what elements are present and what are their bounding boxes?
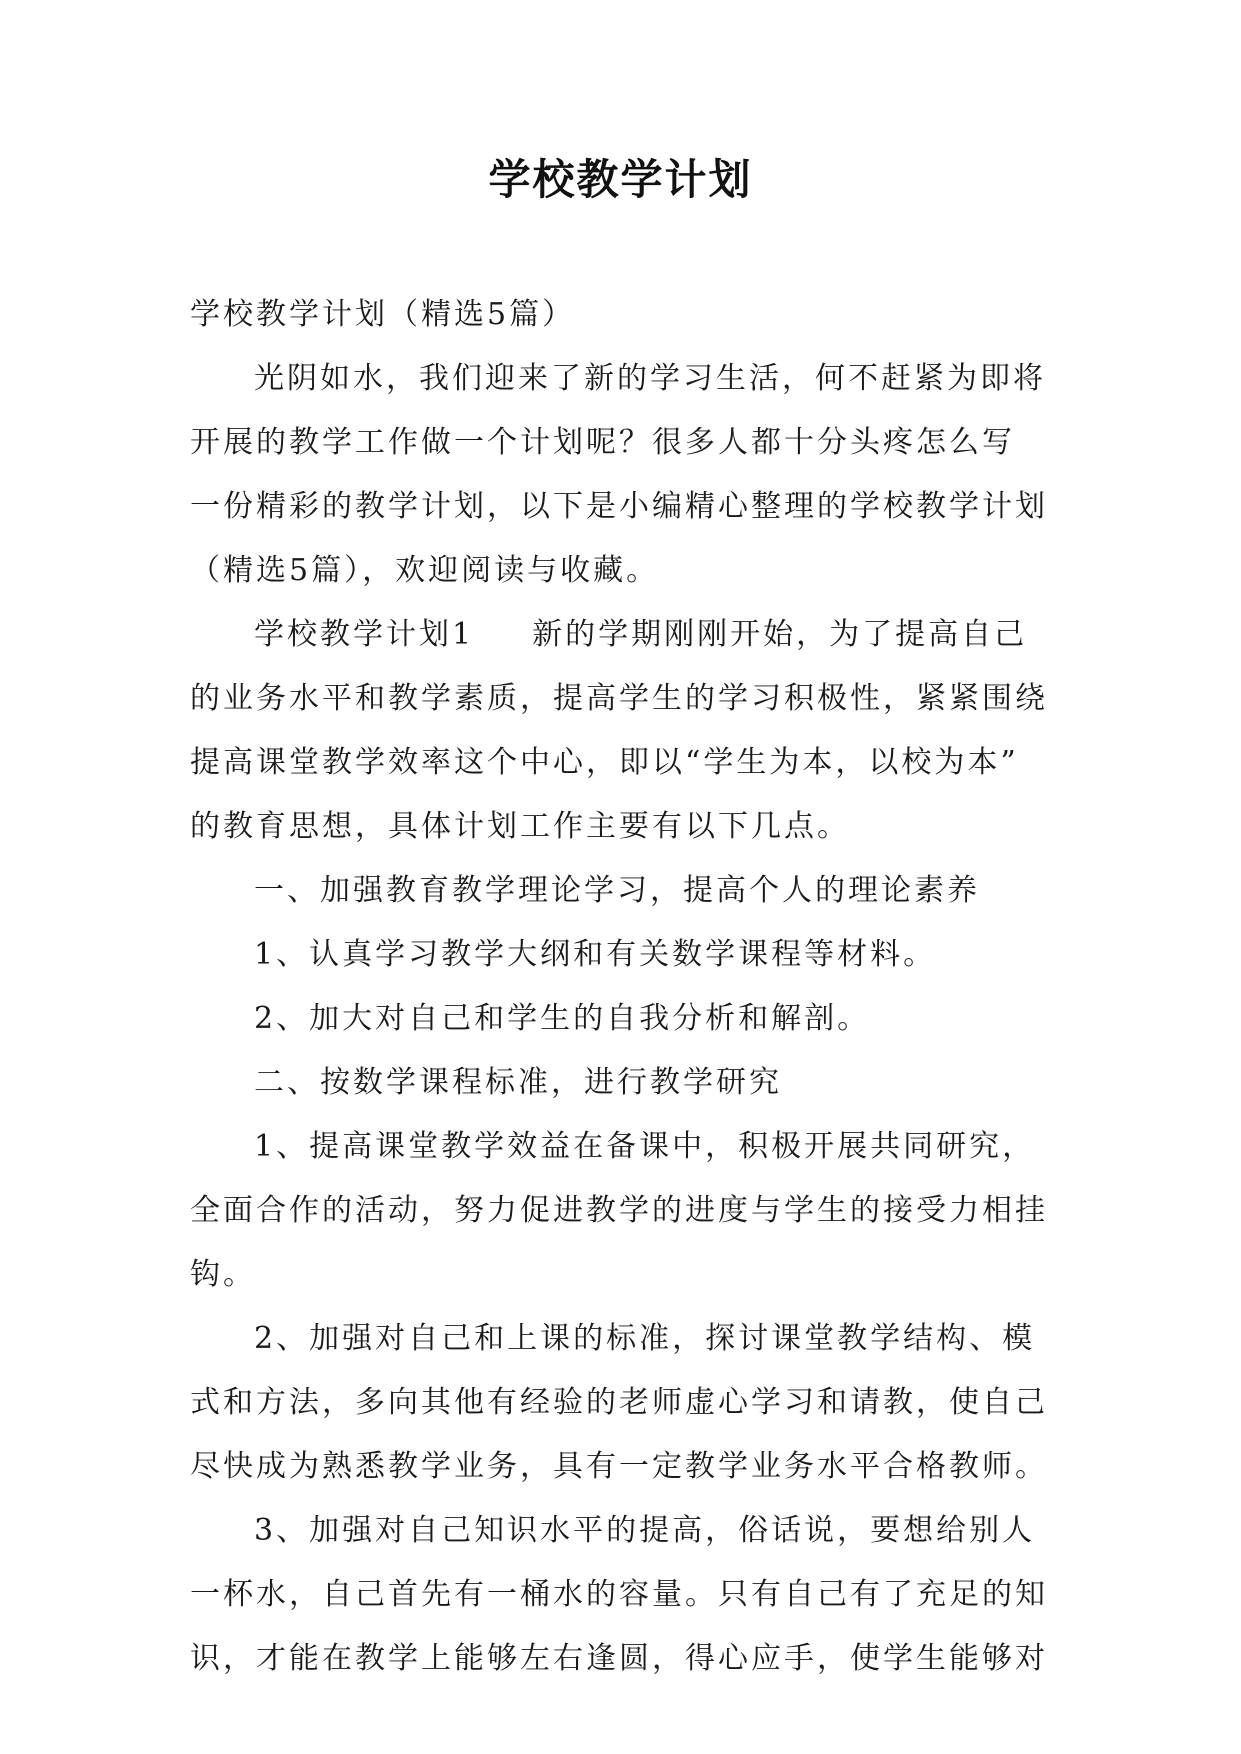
section-heading: 学校教学计划1 [254, 617, 475, 652]
text-line: （精选5篇），欢迎阅读与收藏。 [190, 553, 660, 588]
text-line: 3、加强对自己知识水平的提高，俗话说，要想给别人 [254, 1513, 1036, 1548]
document-title: 学校教学计划 [488, 155, 753, 204]
text-line: 的教育思想，具体计划工作主要有以下几点。 [190, 809, 850, 844]
text-line: 开展的教学工作做一个计划呢？很多人都十分头疼怎么写 [190, 425, 1015, 460]
text-line: 2、加强对自己和上课的标准，探讨课堂教学结构、模 [254, 1321, 1036, 1356]
text-line: 识，才能在教学上能够左右逢圆，得心应手，使学生能够对 [190, 1641, 1048, 1676]
text-line: 1、认真学习教学大纲和有关数学课程等材料。 [254, 937, 937, 972]
text-line: 1、提高课堂教学效益在备课中，积极开展共同研究， [254, 1129, 1036, 1164]
text-line: 一份精彩的教学计划，以下是小编精心整理的学校教学计划 [190, 489, 1048, 524]
subtitle-line: 学校教学计划（精选5篇） [190, 297, 576, 332]
text-line: 提高课堂教学效率这个中心，即以“学生为本，以校为本” [190, 745, 1019, 780]
document-body [190, 283, 1050, 1691]
text-line: 一杯水，自己首先有一桶水的容量。只有自己有了充足的知 [190, 1577, 1048, 1612]
section-heading-line [190, 603, 1050, 667]
text-line: 的业务水平和教学素质，提高学生的学习积极性，紧紧围绕 [190, 681, 1048, 716]
text-line: 二、按数学课程标准，进行教学研究 [254, 1065, 782, 1100]
text-line: 一、加强教育教学理论学习，提高个人的理论素养 [254, 873, 980, 908]
text-line: 钩。 [190, 1257, 256, 1292]
text-line: 全面合作的活动，努力促进教学的进度与学生的接受力相挂 [190, 1193, 1048, 1228]
text-span: 新的学期刚刚开始，为了提高自己 [532, 617, 1028, 652]
text-line: 2、加大对自己和学生的自我分析和解剖。 [254, 1001, 871, 1036]
text-line: 光阴如水，我们迎来了新的学习生活，何不赶紧为即将 [254, 361, 1046, 396]
text-line: 尽快成为熟悉教学业务，具有一定教学业务水平合格教师。 [190, 1449, 1048, 1484]
text-line: 式和方法，多向其他有经验的老师虚心学习和请教，使自己 [190, 1385, 1048, 1420]
